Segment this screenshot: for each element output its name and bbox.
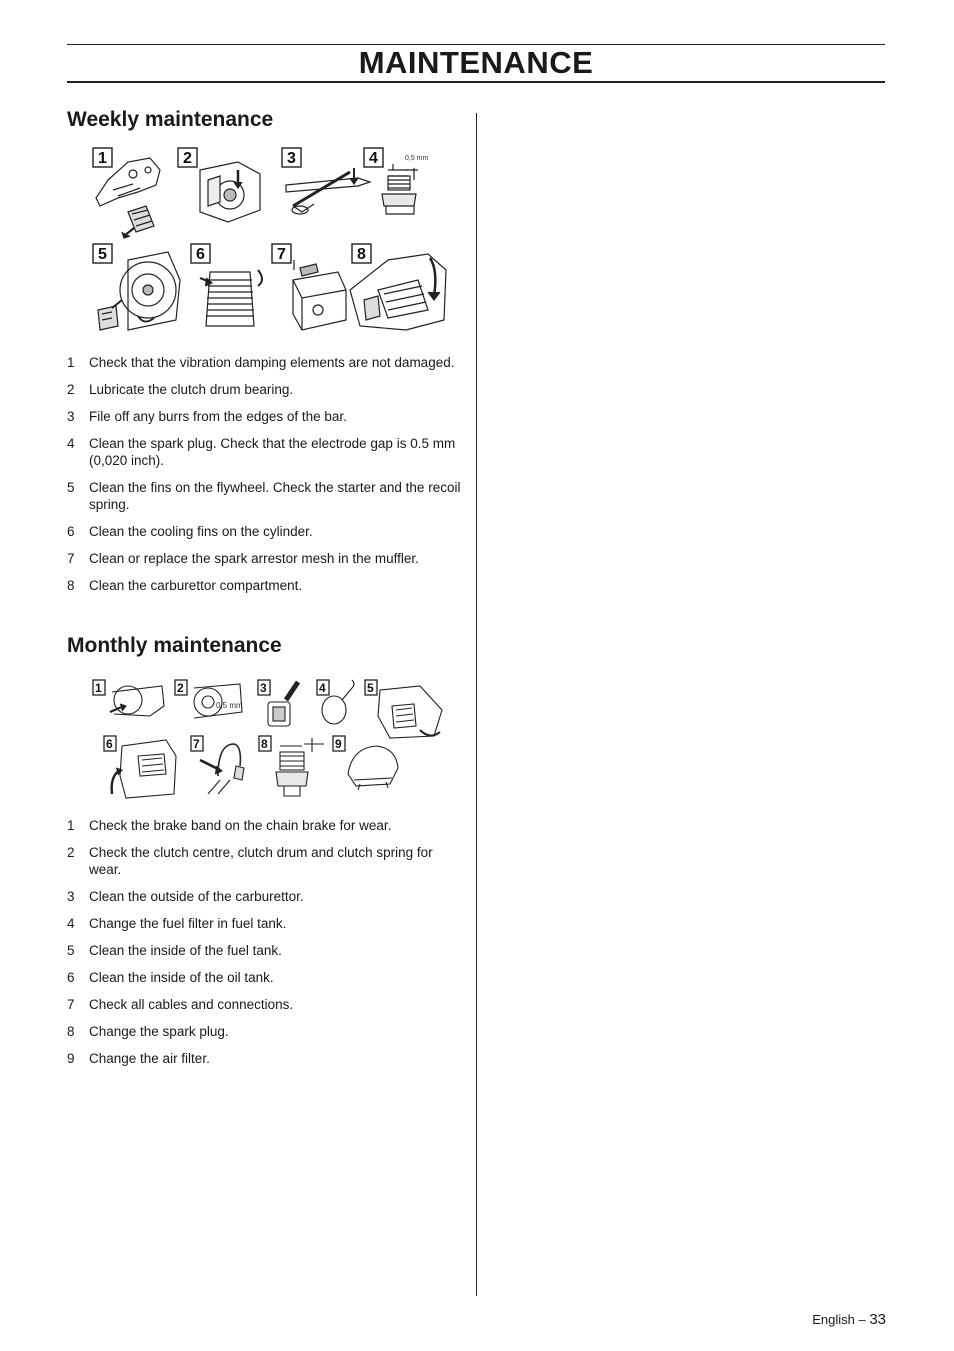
- weekly-maintenance-heading: Weekly maintenance: [67, 108, 274, 131]
- panel-4: [364, 148, 429, 214]
- step-text: Clean the spark plug. Check that the electrode gap is 0.5 mm (0,020 inch).: [89, 436, 456, 468]
- panel-number: 9: [335, 737, 342, 751]
- panel-number: 1: [95, 681, 102, 695]
- step-text: Check the clutch centre, clutch drum and clutch spring for wear.: [89, 845, 433, 877]
- list-item: [67, 817, 462, 834]
- step-number: 3: [67, 409, 75, 424]
- page-title: MAINTENANCE: [358, 45, 594, 80]
- list-item: [67, 942, 462, 959]
- page-number: 33: [869, 1311, 886, 1328]
- step-text: Clean the outside of the carburettor.: [89, 889, 304, 904]
- step-number: 2: [67, 382, 75, 397]
- step-number: 7: [67, 997, 75, 1012]
- panel-number: 4: [319, 681, 326, 695]
- step-text: File off any burrs from the edges of the bar.: [89, 409, 347, 424]
- monthly-panel-8: [259, 736, 324, 796]
- monthly-panel-1: [93, 680, 164, 716]
- list-item: [67, 523, 462, 540]
- gap-label: 0,5 mm: [216, 701, 243, 710]
- step-text: Clean the fins on the flywheel. Check the starter and the recoil spring.: [89, 480, 461, 512]
- monthly-steps-list: [67, 817, 462, 1077]
- step-text: Change the spark plug.: [89, 1024, 229, 1039]
- page-footer: [812, 1311, 886, 1329]
- list-item: [67, 435, 462, 469]
- step-text: Change the air filter.: [89, 1051, 210, 1066]
- step-text: Clean the cooling fins on the cylinder.: [89, 524, 313, 539]
- weekly-steps-list: [67, 354, 462, 604]
- panel-6: [191, 244, 262, 326]
- panel-number: 2: [177, 681, 184, 695]
- list-item: [67, 1050, 462, 1067]
- panel-number: 4: [369, 150, 378, 167]
- gap-label: 0,5 mm: [405, 155, 429, 162]
- monthly-panel-6: [104, 736, 176, 798]
- monthly-panel-4: [317, 680, 354, 724]
- panel-7: [272, 244, 346, 330]
- list-item: [67, 888, 462, 905]
- panel-1: [93, 148, 160, 238]
- list-item: [67, 1023, 462, 1040]
- panel-number: 8: [261, 737, 268, 751]
- step-number: 5: [67, 943, 75, 958]
- panel-number: 6: [196, 246, 205, 263]
- panel-number: 1: [98, 150, 107, 167]
- list-item: [67, 354, 462, 371]
- panel-5: [93, 244, 180, 330]
- step-number: 4: [67, 436, 75, 451]
- panel-2: [178, 148, 260, 222]
- list-item: [67, 996, 462, 1013]
- step-number: 2: [67, 845, 75, 860]
- step-number: 9: [67, 1051, 75, 1066]
- panel-8: [350, 244, 446, 330]
- step-number: 3: [67, 889, 75, 904]
- step-number: 8: [67, 1024, 75, 1039]
- step-text: Clean or replace the spark arrestor mesh in the muffler.: [89, 551, 419, 566]
- weekly-maintenance-figure: [88, 140, 453, 340]
- step-text: Check all cables and connections.: [89, 997, 294, 1012]
- monthly-panel-3: [258, 680, 298, 726]
- step-text: Clean the carburettor compartment.: [89, 578, 303, 593]
- footer-separator: –: [858, 1312, 866, 1327]
- panel-number: 8: [357, 246, 366, 263]
- panel-number: 2: [183, 150, 192, 167]
- list-item: [67, 408, 462, 425]
- step-number: 1: [67, 818, 75, 833]
- panel-3: [282, 148, 370, 214]
- list-item: [67, 844, 462, 878]
- monthly-panel-9: [333, 736, 398, 790]
- step-number: 7: [67, 551, 75, 566]
- panel-number: 5: [367, 681, 374, 695]
- panel-number: 3: [260, 681, 267, 695]
- monthly-panel-2: [175, 680, 243, 718]
- header-rule-bottom: [67, 81, 885, 83]
- panel-number: 3: [287, 150, 296, 167]
- step-number: 8: [67, 578, 75, 593]
- panel-number: 7: [277, 246, 286, 263]
- footer-language: English: [812, 1312, 855, 1327]
- list-item: [67, 550, 462, 567]
- list-item: [67, 577, 462, 594]
- list-item: [67, 479, 462, 513]
- step-number: 6: [67, 524, 75, 539]
- panel-number: 7: [193, 737, 200, 751]
- step-text: Check that the vibration damping elements are not damaged.: [89, 355, 455, 370]
- step-number: 5: [67, 480, 75, 495]
- step-number: 1: [67, 355, 75, 370]
- step-text: Clean the inside of the oil tank.: [89, 970, 274, 985]
- list-item: [67, 969, 462, 986]
- list-item: [67, 381, 462, 398]
- monthly-panel-7: [191, 736, 244, 794]
- monthly-maintenance-figure: [90, 676, 450, 804]
- step-text: Check the brake band on the chain brake for wear.: [89, 818, 392, 833]
- monthly-panel-5: [365, 680, 442, 738]
- step-text: Clean the inside of the fuel tank.: [89, 943, 282, 958]
- panel-number: 5: [98, 246, 107, 263]
- panel-number: 6: [106, 737, 113, 751]
- step-number: 4: [67, 916, 75, 931]
- step-text: Change the fuel filter in fuel tank.: [89, 916, 287, 931]
- column-divider: [476, 113, 477, 1296]
- list-item: [67, 915, 462, 932]
- step-text: Lubricate the clutch drum bearing.: [89, 382, 294, 397]
- step-number: 6: [67, 970, 75, 985]
- monthly-maintenance-heading: Monthly maintenance: [67, 634, 282, 657]
